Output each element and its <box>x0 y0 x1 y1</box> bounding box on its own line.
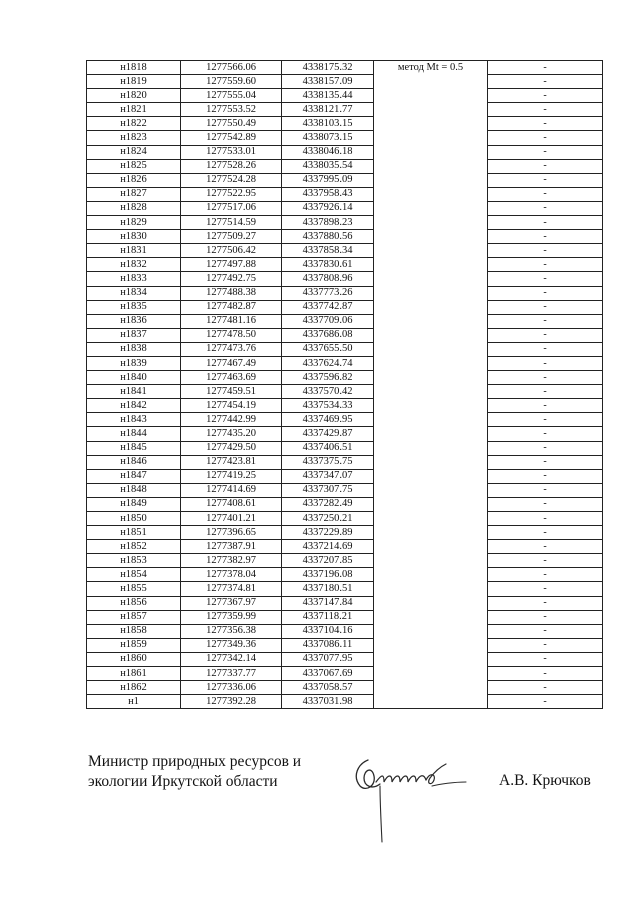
dash-cell: - <box>488 540 603 554</box>
dash-cell: - <box>488 328 603 342</box>
x-coordinate-cell: 1277359.99 <box>181 610 282 624</box>
point-number-cell: н1 <box>87 695 181 709</box>
dash-cell: - <box>488 582 603 596</box>
y-coordinate-cell: 4337624.74 <box>282 356 374 370</box>
x-coordinate-cell: 1277442.99 <box>181 413 282 427</box>
y-coordinate-cell: 4337773.26 <box>282 286 374 300</box>
dash-cell: - <box>488 427 603 441</box>
x-coordinate-cell: 1277473.76 <box>181 342 282 356</box>
point-number-cell: н1821 <box>87 103 181 117</box>
dash-cell: - <box>488 554 603 568</box>
y-coordinate-cell: 4337375.75 <box>282 455 374 469</box>
point-number-cell: н1841 <box>87 385 181 399</box>
y-coordinate-cell: 4337655.50 <box>282 342 374 356</box>
table-row <box>87 512 603 526</box>
x-coordinate-cell: 1277522.95 <box>181 187 282 201</box>
y-coordinate-cell: 4337926.14 <box>282 201 374 215</box>
y-coordinate-cell: 4337596.82 <box>282 371 374 385</box>
x-coordinate-cell: 1277349.36 <box>181 638 282 652</box>
point-number-cell: н1822 <box>87 117 181 131</box>
dash-cell: - <box>488 61 603 75</box>
dash-cell: - <box>488 75 603 89</box>
x-coordinate-cell: 1277509.27 <box>181 230 282 244</box>
x-coordinate-cell: 1277550.49 <box>181 117 282 131</box>
y-coordinate-cell: 4337282.49 <box>282 497 374 511</box>
dash-cell: - <box>488 187 603 201</box>
y-coordinate-cell: 4337067.69 <box>282 667 374 681</box>
x-coordinate-cell: 1277337.77 <box>181 667 282 681</box>
table-row <box>87 427 603 441</box>
x-coordinate-cell: 1277492.75 <box>181 272 282 286</box>
y-coordinate-cell: 4337898.23 <box>282 216 374 230</box>
dash-cell: - <box>488 596 603 610</box>
y-coordinate-cell: 4337229.89 <box>282 526 374 540</box>
dash-cell: - <box>488 117 603 131</box>
x-coordinate-cell: 1277553.52 <box>181 103 282 117</box>
y-coordinate-cell: 4337250.21 <box>282 512 374 526</box>
x-coordinate-cell: 1277467.49 <box>181 356 282 370</box>
y-coordinate-cell: 4337469.95 <box>282 413 374 427</box>
point-number-cell: н1860 <box>87 652 181 666</box>
dash-cell: - <box>488 667 603 681</box>
x-coordinate-cell: 1277459.51 <box>181 385 282 399</box>
table-row <box>87 399 603 413</box>
signatory-position-line-1: Министр природных ресурсов и <box>88 753 302 770</box>
dash-cell: - <box>488 272 603 286</box>
point-number-cell: н1828 <box>87 201 181 215</box>
table-row <box>87 145 603 159</box>
point-number-cell: н1832 <box>87 258 181 272</box>
y-coordinate-cell: 4337077.95 <box>282 652 374 666</box>
point-number-cell: н1824 <box>87 145 181 159</box>
y-coordinate-cell: 4337031.98 <box>282 695 374 709</box>
coordinates-table-body <box>87 61 603 709</box>
y-coordinate-cell: 4337104.16 <box>282 624 374 638</box>
dash-cell: - <box>488 469 603 483</box>
dash-cell: - <box>488 173 603 187</box>
x-coordinate-cell: 1277382.97 <box>181 554 282 568</box>
y-coordinate-cell: 4337429.87 <box>282 427 374 441</box>
dash-cell: - <box>488 695 603 709</box>
x-coordinate-cell: 1277435.20 <box>181 427 282 441</box>
dash-cell: - <box>488 131 603 145</box>
table-row <box>87 526 603 540</box>
x-coordinate-cell: 1277528.26 <box>181 159 282 173</box>
table-row <box>87 568 603 582</box>
dash-cell: - <box>488 356 603 370</box>
y-coordinate-cell: 4338046.18 <box>282 145 374 159</box>
point-number-cell: н1818 <box>87 61 181 75</box>
table-row <box>87 667 603 681</box>
coordinates-table <box>86 60 603 709</box>
x-coordinate-cell: 1277342.14 <box>181 652 282 666</box>
y-coordinate-cell: 4338135.44 <box>282 89 374 103</box>
y-coordinate-cell: 4337880.56 <box>282 230 374 244</box>
dash-cell: - <box>488 145 603 159</box>
x-coordinate-cell: 1277378.04 <box>181 568 282 582</box>
dash-cell: - <box>488 455 603 469</box>
y-coordinate-cell: 4337180.51 <box>282 582 374 596</box>
point-number-cell: н1839 <box>87 356 181 370</box>
y-coordinate-cell: 4337406.51 <box>282 441 374 455</box>
x-coordinate-cell: 1277374.81 <box>181 582 282 596</box>
y-coordinate-cell: 4337958.43 <box>282 187 374 201</box>
x-coordinate-cell: 1277488.38 <box>181 286 282 300</box>
y-coordinate-cell: 4337570.42 <box>282 385 374 399</box>
point-number-cell: н1820 <box>87 89 181 103</box>
table-row <box>87 342 603 356</box>
point-number-cell: н1862 <box>87 681 181 695</box>
x-coordinate-cell: 1277514.59 <box>181 216 282 230</box>
point-number-cell: н1855 <box>87 582 181 596</box>
table-row <box>87 582 603 596</box>
x-coordinate-cell: 1277419.25 <box>181 469 282 483</box>
point-number-cell: н1829 <box>87 216 181 230</box>
point-number-cell: н1836 <box>87 314 181 328</box>
y-coordinate-cell: 4338073.15 <box>282 131 374 145</box>
table-row <box>87 117 603 131</box>
point-number-cell: н1856 <box>87 596 181 610</box>
point-number-cell: н1859 <box>87 638 181 652</box>
table-row <box>87 596 603 610</box>
y-coordinate-cell: 4337307.75 <box>282 483 374 497</box>
x-coordinate-cell: 1277423.81 <box>181 455 282 469</box>
dash-cell: - <box>488 258 603 272</box>
dash-cell: - <box>488 103 603 117</box>
table-row <box>87 624 603 638</box>
x-coordinate-cell: 1277429.50 <box>181 441 282 455</box>
point-number-cell: н1851 <box>87 526 181 540</box>
table-row <box>87 286 603 300</box>
y-coordinate-cell: 4337858.34 <box>282 244 374 258</box>
dash-cell: - <box>488 230 603 244</box>
dash-cell: - <box>488 681 603 695</box>
dash-cell: - <box>488 652 603 666</box>
y-coordinate-cell: 4337709.06 <box>282 314 374 328</box>
point-number-cell: н1854 <box>87 568 181 582</box>
point-number-cell: н1834 <box>87 286 181 300</box>
table-row <box>87 455 603 469</box>
table-row <box>87 441 603 455</box>
y-coordinate-cell: 4337347.07 <box>282 469 374 483</box>
point-number-cell: н1858 <box>87 624 181 638</box>
x-coordinate-cell: 1277414.69 <box>181 483 282 497</box>
table-row <box>87 131 603 145</box>
dash-cell: - <box>488 512 603 526</box>
signer-name: А.В. Крючков <box>499 772 591 789</box>
dash-cell: - <box>488 399 603 413</box>
dash-cell: - <box>488 286 603 300</box>
dash-cell: - <box>488 610 603 624</box>
point-number-cell: н1837 <box>87 328 181 342</box>
y-coordinate-cell: 4338103.15 <box>282 117 374 131</box>
dash-cell: - <box>488 314 603 328</box>
table-row <box>87 201 603 215</box>
dash-cell: - <box>488 413 603 427</box>
table-row <box>87 610 603 624</box>
x-coordinate-cell: 1277517.06 <box>181 201 282 215</box>
y-coordinate-cell: 4337214.69 <box>282 540 374 554</box>
y-coordinate-cell: 4337118.21 <box>282 610 374 624</box>
point-number-cell: н1857 <box>87 610 181 624</box>
table-row <box>87 61 603 75</box>
dash-cell: - <box>488 624 603 638</box>
dash-cell: - <box>488 300 603 314</box>
point-number-cell: н1827 <box>87 187 181 201</box>
dash-cell: - <box>488 159 603 173</box>
point-number-cell: н1835 <box>87 300 181 314</box>
table-row <box>87 638 603 652</box>
x-coordinate-cell: 1277481.16 <box>181 314 282 328</box>
x-coordinate-cell: 1277387.91 <box>181 540 282 554</box>
table-row <box>87 314 603 328</box>
y-coordinate-cell: 4337147.84 <box>282 596 374 610</box>
table-row <box>87 371 603 385</box>
table-row <box>87 540 603 554</box>
y-coordinate-cell: 4338035.54 <box>282 159 374 173</box>
point-number-cell: н1847 <box>87 469 181 483</box>
point-number-cell: н1830 <box>87 230 181 244</box>
point-number-cell: н1846 <box>87 455 181 469</box>
table-row <box>87 695 603 709</box>
dash-cell: - <box>488 568 603 582</box>
dash-cell: - <box>488 89 603 103</box>
y-coordinate-cell: 4337995.09 <box>282 173 374 187</box>
x-coordinate-cell: 1277356.38 <box>181 624 282 638</box>
point-number-cell: н1852 <box>87 540 181 554</box>
dash-cell: - <box>488 483 603 497</box>
x-coordinate-cell: 1277367.97 <box>181 596 282 610</box>
point-number-cell: н1853 <box>87 554 181 568</box>
x-coordinate-cell: 1277408.61 <box>181 497 282 511</box>
point-number-cell: н1844 <box>87 427 181 441</box>
point-number-cell: н1850 <box>87 512 181 526</box>
y-coordinate-cell: 4338175.32 <box>282 61 374 75</box>
x-coordinate-cell: 1277463.69 <box>181 371 282 385</box>
y-coordinate-cell: 4337742.87 <box>282 300 374 314</box>
table-row <box>87 187 603 201</box>
table-row <box>87 216 603 230</box>
dash-cell: - <box>488 385 603 399</box>
handwritten-signature <box>350 752 468 844</box>
point-number-cell: н1833 <box>87 272 181 286</box>
x-coordinate-cell: 1277555.04 <box>181 89 282 103</box>
point-number-cell: н1843 <box>87 413 181 427</box>
point-number-cell: н1825 <box>87 159 181 173</box>
dash-cell: - <box>488 244 603 258</box>
x-coordinate-cell: 1277478.50 <box>181 328 282 342</box>
method-note-cell: метод Mt = 0.5 <box>374 61 488 709</box>
point-number-cell: н1861 <box>87 667 181 681</box>
table-row <box>87 300 603 314</box>
table-row <box>87 258 603 272</box>
point-number-cell: н1819 <box>87 75 181 89</box>
signatory-position <box>88 752 301 792</box>
dash-cell: - <box>488 342 603 356</box>
y-coordinate-cell: 4337207.85 <box>282 554 374 568</box>
x-coordinate-cell: 1277401.21 <box>181 512 282 526</box>
table-row <box>87 681 603 695</box>
x-coordinate-cell: 1277559.60 <box>181 75 282 89</box>
table-row <box>87 328 603 342</box>
x-coordinate-cell: 1277392.28 <box>181 695 282 709</box>
point-number-cell: н1842 <box>87 399 181 413</box>
table-row <box>87 356 603 370</box>
table-row <box>87 103 603 117</box>
point-number-cell: н1831 <box>87 244 181 258</box>
dash-cell: - <box>488 201 603 215</box>
point-number-cell: н1848 <box>87 483 181 497</box>
x-coordinate-cell: 1277482.87 <box>181 300 282 314</box>
table-row <box>87 413 603 427</box>
y-coordinate-cell: 4337058.57 <box>282 681 374 695</box>
dash-cell: - <box>488 216 603 230</box>
y-coordinate-cell: 4338157.09 <box>282 75 374 89</box>
table-row <box>87 272 603 286</box>
table-row <box>87 554 603 568</box>
dash-cell: - <box>488 371 603 385</box>
table-row <box>87 385 603 399</box>
x-coordinate-cell: 1277454.19 <box>181 399 282 413</box>
x-coordinate-cell: 1277566.06 <box>181 61 282 75</box>
x-coordinate-cell: 1277497.88 <box>181 258 282 272</box>
table-row <box>87 497 603 511</box>
point-number-cell: н1823 <box>87 131 181 145</box>
y-coordinate-cell: 4337686.08 <box>282 328 374 342</box>
table-row <box>87 244 603 258</box>
point-number-cell: н1826 <box>87 173 181 187</box>
dash-cell: - <box>488 497 603 511</box>
y-coordinate-cell: 4337196.08 <box>282 568 374 582</box>
y-coordinate-cell: 4337534.33 <box>282 399 374 413</box>
table-row <box>87 75 603 89</box>
y-coordinate-cell: 4337830.61 <box>282 258 374 272</box>
x-coordinate-cell: 1277542.89 <box>181 131 282 145</box>
x-coordinate-cell: 1277336.06 <box>181 681 282 695</box>
signatory-position-line-2: экологии Иркутской области <box>88 773 278 790</box>
point-number-cell: н1840 <box>87 371 181 385</box>
point-number-cell: н1845 <box>87 441 181 455</box>
y-coordinate-cell: 4337808.96 <box>282 272 374 286</box>
x-coordinate-cell: 1277506.42 <box>181 244 282 258</box>
table-row <box>87 652 603 666</box>
table-row <box>87 159 603 173</box>
x-coordinate-cell: 1277533.01 <box>181 145 282 159</box>
table-row <box>87 483 603 497</box>
y-coordinate-cell: 4338121.77 <box>282 103 374 117</box>
table-row <box>87 173 603 187</box>
dash-cell: - <box>488 526 603 540</box>
point-number-cell: н1838 <box>87 342 181 356</box>
table-row <box>87 230 603 244</box>
table-row <box>87 469 603 483</box>
dash-cell: - <box>488 638 603 652</box>
dash-cell: - <box>488 441 603 455</box>
table-row <box>87 89 603 103</box>
x-coordinate-cell: 1277524.28 <box>181 173 282 187</box>
point-number-cell: н1849 <box>87 497 181 511</box>
x-coordinate-cell: 1277396.65 <box>181 526 282 540</box>
y-coordinate-cell: 4337086.11 <box>282 638 374 652</box>
